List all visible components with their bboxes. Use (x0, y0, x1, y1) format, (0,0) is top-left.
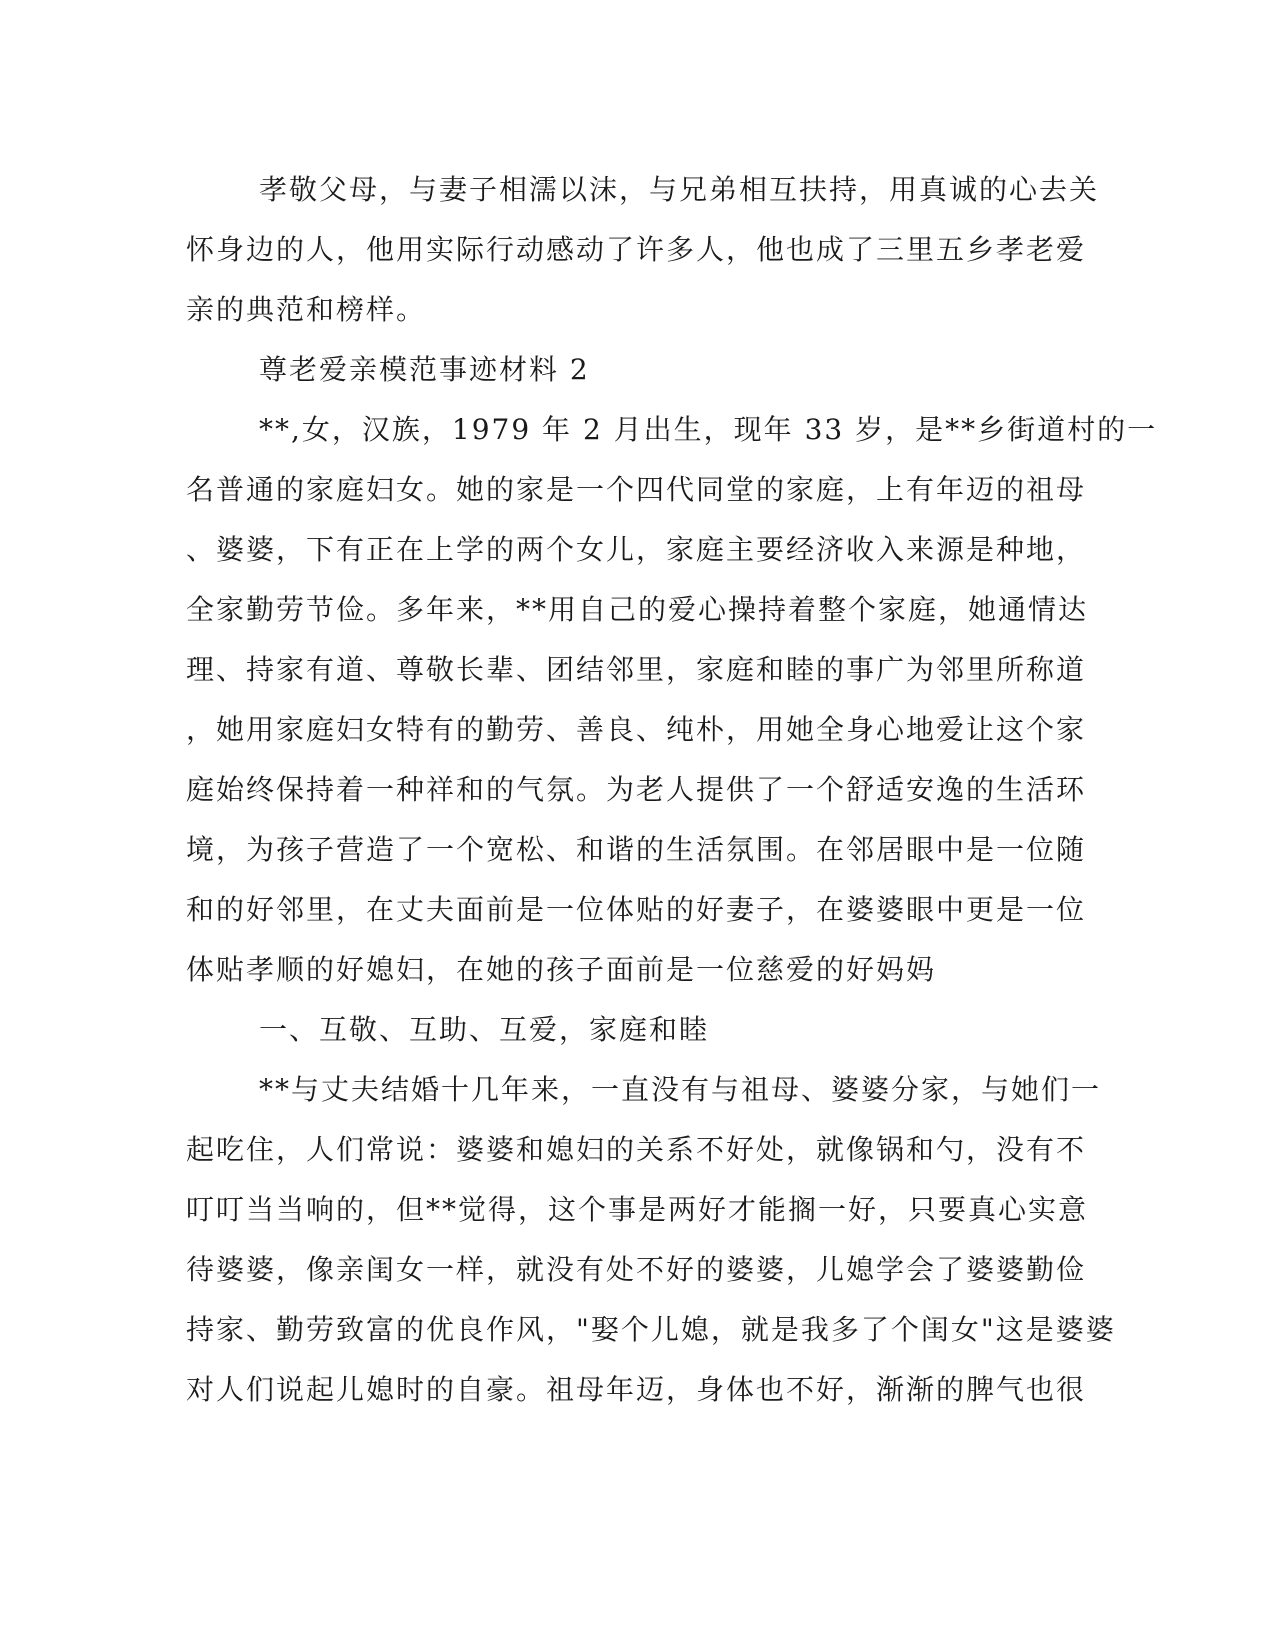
paragraph-line: 亲的典范和榜样。 (186, 293, 427, 326)
paragraph-line: 全家勤劳节俭。多年来，**用自己的爱心操持着整个家庭，她通情达 (186, 593, 1089, 626)
paragraph-line: 理、持家有道、尊敬长辈、团结邻里，家庭和睦的事广为邻里所称道 (186, 653, 1087, 686)
paragraph-line: **与丈夫结婚十几年来，一直没有与祖母、婆婆分家，与她们一 (259, 1073, 1102, 1106)
paragraph-line: 名普通的家庭妇女。她的家是一个四代同堂的家庭，上有年迈的祖母 (186, 473, 1087, 506)
paragraph-line: 怀身边的人，他用实际行动感动了许多人，他也成了三里五乡孝老爱 (186, 233, 1087, 266)
section-heading: 一、互敬、互助、互爱，家庭和睦 (259, 1013, 710, 1046)
paragraph-line: 孝敬父母，与妻子相濡以沫，与兄弟相互扶持，用真诚的心去关 (259, 173, 1100, 206)
paragraph-line: 境，为孩子营造了一个宽松、和谐的生活氛围。在邻居眼中是一位随 (186, 833, 1087, 866)
paragraph-line: 、婆婆，下有正在上学的两个女儿，家庭主要经济收入来源是种地， (186, 533, 1087, 566)
paragraph-line: 对人们说起儿媳时的自豪。祖母年迈，身体也不好，渐渐的脾气也很 (186, 1373, 1087, 1406)
section-title: 尊老爱亲模范事迹材料 2 (259, 353, 590, 386)
paragraph-line: ，她用家庭妇女特有的勤劳、善良、纯朴，用她全身心地爱让这个家 (186, 713, 1087, 746)
paragraph-line: 庭始终保持着一种祥和的气氛。为老人提供了一个舒适安逸的生活环 (186, 773, 1087, 806)
paragraph-line: 体贴孝顺的好媳妇，在她的孩子面前是一位慈爱的好妈妈 (186, 953, 937, 986)
paragraph-line: 持家、勤劳致富的优良作风，"娶个儿媳，就是我多了个闺女"这是婆婆 (186, 1313, 1116, 1346)
paragraph-line: 和的好邻里，在丈夫面前是一位体贴的好妻子，在婆婆眼中更是一位 (186, 893, 1087, 926)
paragraph-line: **,女，汉族，1979 年 2 月出生，现年 33 岁，是**乡街道村的一 (259, 413, 1158, 446)
paragraph-line: 起吃住，人们常说：婆婆和媳妇的关系不好处，就像锅和勺，没有不 (186, 1133, 1087, 1166)
paragraph-line: 待婆婆，像亲闺女一样，就没有处不好的婆婆，儿媳学会了婆婆勤俭 (186, 1253, 1087, 1286)
paragraph-line: 叮叮当当响的，但**觉得，这个事是两好才能搁一好，只要真心实意 (186, 1193, 1089, 1226)
